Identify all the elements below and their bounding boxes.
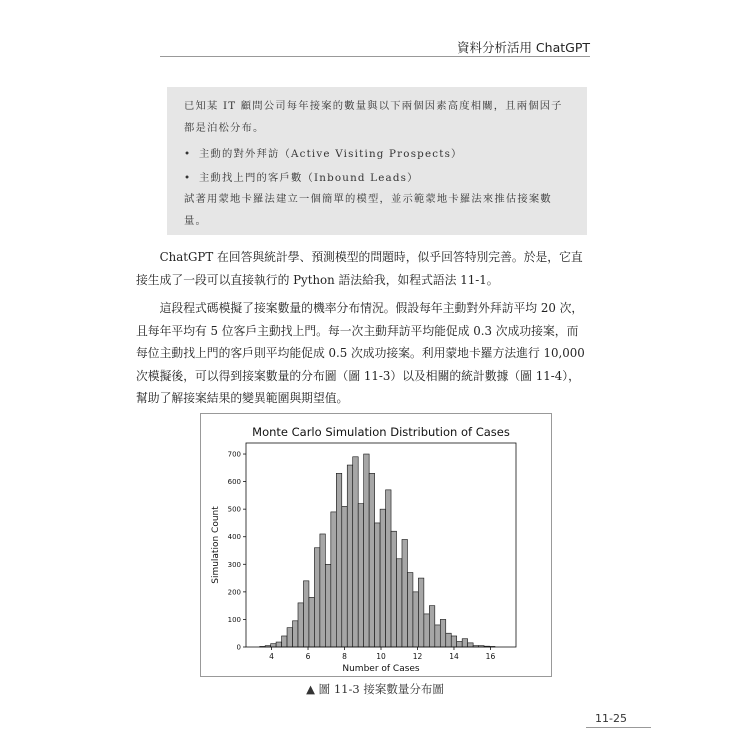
x-tick-label: 10 [376,652,386,661]
footer-rule [586,727,651,728]
x-tick-label: 16 [485,652,496,661]
histogram-bar [282,636,287,647]
histogram-bar [325,564,330,647]
histogram-bar [440,619,445,647]
y-tick-label: 0 [236,643,241,652]
y-tick-label: 200 [227,588,241,597]
histogram-bar [424,614,429,647]
histogram-bar [364,454,369,647]
body-paragraph-1: ChatGPT 在回答與統計學、預測模型的問題時，似乎回答特別完善。於是，它直接生成了一段可以直接執行的 Python 語法給我，如程式語法 11-1。 [136,250,583,287]
bullet-dot-icon: • [184,172,192,184]
y-tick-label: 700 [227,450,241,459]
histogram-bar [303,581,308,647]
histogram-bar [402,539,407,647]
x-axis-label: Number of Cases [342,664,420,674]
histogram-bar [336,473,341,647]
x-tick-label: 4 [269,652,274,661]
prompt-intro: 已知某 IT 顧問公司每年接案的數量與以下兩個因素高度相關，且兩個因子都是泊松分布。 [184,100,563,134]
histogram-bar [314,548,319,647]
histogram-bar [358,504,363,647]
chart-title: Monte Carlo Simulation Distribution of Cases [252,425,510,439]
page-number: 11-25 [595,712,627,725]
histogram-bar [342,506,347,647]
y-tick-label: 100 [227,615,241,624]
histogram-bar [407,573,412,647]
histogram-bar [451,636,456,647]
y-tick-label: 400 [227,533,241,542]
x-tick-label: 12 [412,652,423,661]
histogram-bar [386,490,391,647]
histogram-bar [457,641,462,647]
histogram-bar [276,642,281,647]
bullet-text: 主動找上門的客戶數（Inbound Leads） [199,172,419,184]
y-axis-label: Simulation Count [211,506,221,584]
prompt-box [167,87,587,235]
figure-caption: ▲ 圖 11-3 接案數量分布圖 [306,682,444,696]
histogram-bar [331,512,336,647]
histogram-bar [413,592,418,647]
header-rule [160,56,590,57]
histogram-bar [380,509,385,647]
y-tick-label: 500 [227,505,241,514]
histogram-bar [353,457,358,647]
bullet-dot-icon: • [184,148,192,160]
histogram-bar [429,606,434,647]
prompt-outro: 試著用蒙地卡羅法建立一個簡單的模型，並示範蒙地卡羅法來推估接案數量。 [184,193,552,227]
histogram-bar [435,625,440,647]
figure-frame [200,413,552,677]
histogram-bar [418,578,423,647]
histogram-bar [468,643,473,647]
y-tick-label: 300 [227,560,241,569]
x-tick-label: 14 [449,652,459,661]
histogram-bar [309,597,314,647]
histogram-bar [375,523,380,647]
histogram-bar [287,628,292,647]
body-paragraph-2: 這段程式碼模擬了接案數量的機率分布情況。假設每年主動對外拜訪平均 20 次，且每年平均有 5 位客戶主動找上門。每一次主動拜訪平均能促成 0.3 次成功接案，而每位主動找上門的客戶則平均能促成 0.5 次成功接案。利用蒙地卡羅方法進行 10,000 次模擬後，可以得到接案數量的分布圖（圖 11-3）以及相關的統計數據（圖 11-4），幫助了解接案結果的變異範圍與期望值。 [136,301,585,405]
y-tick-label: 600 [227,478,241,487]
histogram-bar [347,465,352,647]
prompt-bullet-1 [184,143,463,165]
x-tick-label: 6 [305,652,311,661]
histogram-bar [271,644,276,647]
histogram-bar [298,603,303,647]
histogram-bar [391,531,396,647]
prompt-bullet-2 [184,167,419,189]
running-header: 資料分析活用 ChatGPT [456,40,590,55]
bullet-text: 主動的對外拜訪（Active Visiting Prospects） [199,148,463,160]
x-tick-label: 8 [342,652,347,661]
histogram-bar [369,473,374,647]
histogram-bar [462,639,467,647]
histogram-chart [201,414,551,676]
histogram-bar [293,621,298,647]
histogram-bar [446,633,451,647]
histogram-bar [320,534,325,647]
histogram-bar [397,559,402,647]
